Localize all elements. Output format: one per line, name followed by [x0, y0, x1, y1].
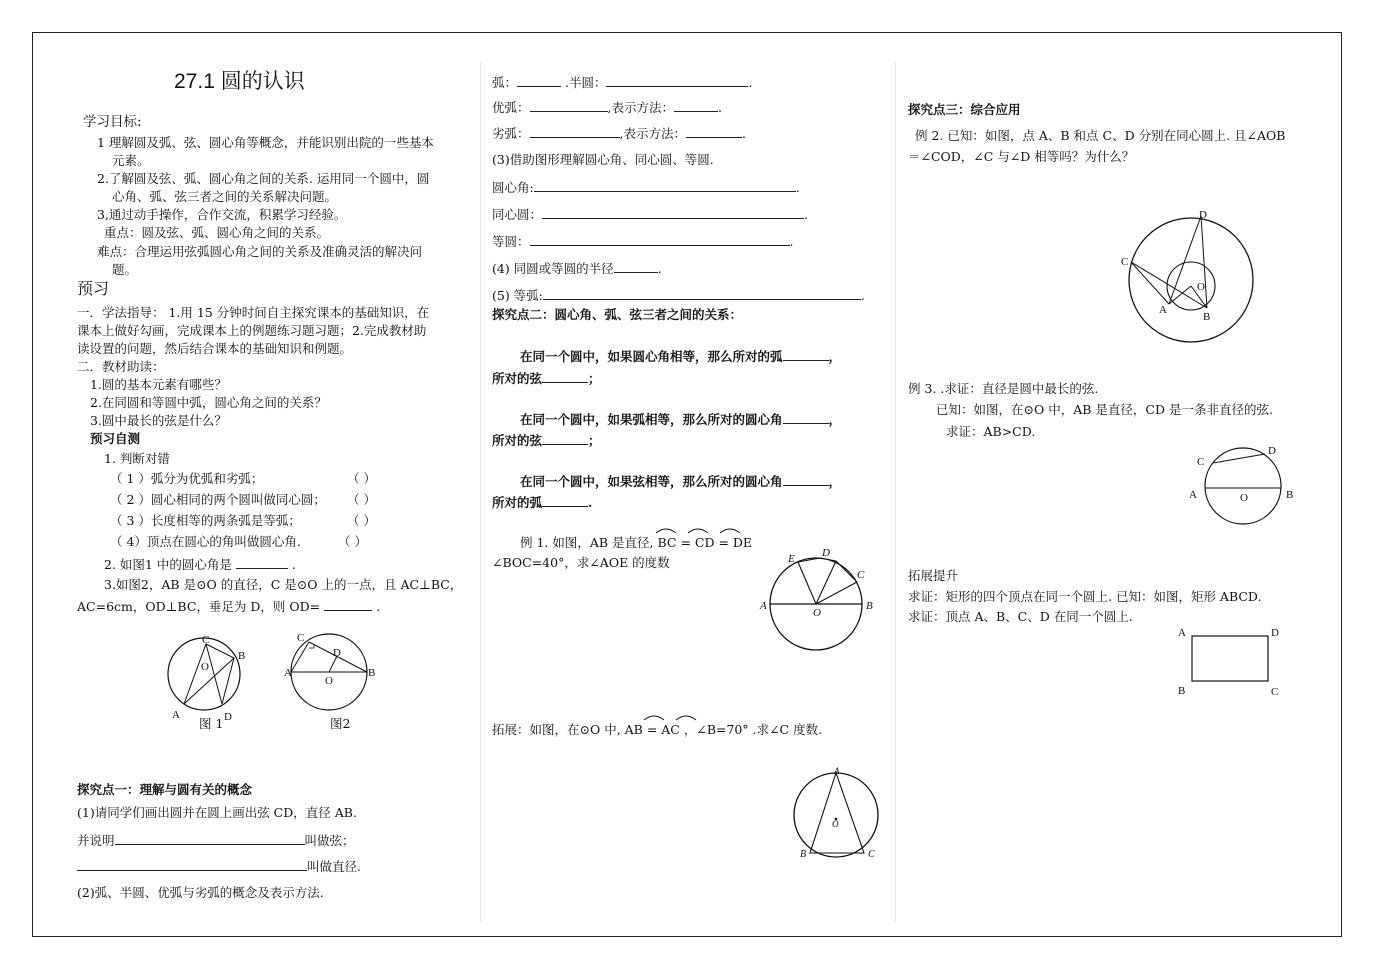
answer-blank[interactable] — [236, 556, 288, 569]
answer-blank[interactable] — [686, 125, 742, 138]
question-2 — [104, 556, 296, 573]
ex2-label-o: O — [1197, 281, 1205, 293]
column-divider-2 — [895, 62, 896, 922]
fig1-label-a: A — [172, 709, 180, 721]
ext-label-c: C — [868, 849, 875, 860]
ex3-label-b: B — [1286, 489, 1294, 501]
fig2-label-a: A — [284, 667, 292, 679]
ex2-label-c: C — [1121, 256, 1129, 268]
goals-heading: 学习目标: — [83, 114, 142, 130]
concentric-line: 同心圆： . — [492, 207, 808, 222]
arc-label: 弧： — [492, 75, 518, 90]
figure-2-caption: 图2 — [330, 716, 351, 731]
judge-item: （ 1 ）弧分为优弧和劣弧； — [110, 471, 264, 486]
arc-marks — [642, 712, 702, 722]
fig2-label-b: B — [368, 667, 376, 679]
answer-blank[interactable] — [783, 348, 829, 361]
example-3-line3: 求证：AB>CD. — [946, 424, 1036, 439]
reading-item: 2.在同圆和等圆中弧，圆心角之间的关系？ — [90, 395, 327, 410]
goal-line: 元素。 — [112, 153, 150, 168]
ex1-label-e: E — [788, 553, 795, 565]
rect-label-c: C — [1271, 686, 1279, 698]
answer-blank[interactable] — [543, 287, 861, 300]
rule-2-text: 在同一个圆中，如果弧相等，那么所对的圆心角 — [520, 412, 783, 427]
rule-1: 在同一个圆中，如果圆心角相等，那么所对的弧 ， — [520, 349, 842, 364]
question-2-end: . — [291, 557, 296, 572]
extend-line2: 求证：顶点 A、B、C、D 在同一个圆上. — [908, 609, 1133, 624]
figure-1-caption: 图 1 — [199, 716, 224, 731]
ex1-label-d: D — [822, 547, 830, 559]
rule-3: 在同一个圆中，如果弦相等，那么所对的圆心角 ， — [520, 474, 842, 489]
central-angle-line: 圆心角: . — [492, 180, 800, 195]
judge-item: （ 4）顶点在圆心的角叫做圆心角. — [110, 534, 301, 549]
fig1-label-c: C — [202, 634, 210, 646]
question-3-text: AC=6cm，OD⊥BC，垂足为 D，则 OD= — [77, 599, 321, 614]
minor-arc-label: 劣弧： — [492, 126, 530, 141]
rect-label-d: D — [1271, 627, 1279, 639]
rule-1-text: 在同一个圆中，如果圆心角相等，那么所对的弧 — [520, 349, 783, 364]
answer-blank[interactable] — [614, 260, 658, 273]
diameter-suffix: 叫做直径. — [307, 859, 361, 874]
judge-answer-paren[interactable]: （ ） — [347, 492, 376, 507]
answer-blank[interactable] — [517, 74, 561, 87]
ex1-label-a: A — [760, 600, 767, 612]
question-3-line2 — [77, 598, 380, 615]
goal-line: 心角、弧、弦三者之间的关系解决问题。 — [112, 189, 338, 204]
reading-heading: 二．教材助读： — [77, 359, 165, 374]
ex2-label-b: B — [1203, 311, 1211, 323]
question-4-text: (4) 同圆或等圆的半径 — [492, 261, 614, 276]
extension-diagram — [790, 765, 885, 865]
column-middle — [490, 0, 890, 971]
answer-blank[interactable] — [783, 473, 829, 486]
rule-2b-text: 所对的弦 — [492, 433, 543, 448]
extension-question: 拓展：如图，在⊙O 中, AB = AC ，∠B=70° .求∠C 度数. — [492, 722, 823, 737]
major-arc-method: ,表示方法： — [607, 100, 674, 115]
concentric-label: 同心圆： — [492, 207, 543, 222]
example-2-line2: ＝∠COD，∠C 与∠D 相等吗？为什么？ — [908, 149, 1135, 164]
ext-label-a: A — [834, 766, 840, 776]
ex1-label-b: B — [866, 600, 873, 612]
question-3-line1: 3.如图2，AB 是⊙O 的直径，C 是⊙O 上的一点，且 AC⊥BC， — [104, 577, 463, 592]
answer-blank[interactable] — [542, 494, 588, 507]
goal-line: 2.了解圆及弦、弧、圆心角之间的关系. 运用同一个圆中，圆 — [97, 171, 430, 186]
answer-blank[interactable] — [783, 411, 829, 424]
judge-item: （ 2 ）圆心相同的两个圆叫做同心圆； — [110, 492, 326, 507]
semicircle-label: .半圆： — [565, 75, 607, 90]
major-arc-line: 优弧： ,表示方法： . — [492, 100, 722, 115]
reading-item: 1.圆的基本元素有哪些？ — [90, 377, 227, 392]
question-3-end: . — [376, 599, 381, 614]
page-title: 27.1 圆的认识 — [174, 70, 305, 93]
method-line: 一．学法指导： 1.用 15 分钟时间自主探究课本的基础知识，在 — [77, 305, 430, 320]
column-left — [42, 0, 478, 971]
minor-arc-line: 劣弧： ,表示方法： . — [492, 126, 746, 141]
example-1-line1: 例 1. 如图，AB 是直径, BC = CD = DE — [520, 535, 753, 550]
equal-circle-line: 等圆： . — [492, 234, 794, 249]
question-2-text: 2. 如图1 中的圆心角是 — [104, 557, 232, 572]
example-1-line2: ∠BOC=40°，求∠AOE 的度数 — [492, 555, 670, 570]
answer-blank[interactable] — [115, 832, 305, 845]
rect-label-b: B — [1178, 685, 1186, 697]
answer-blank[interactable] — [530, 125, 620, 138]
explore1-q2: (2)弧、半圆、优弧与劣弧的概念及表示方法. — [77, 885, 324, 900]
example-1-diagram — [760, 548, 875, 658]
judge-heading: 1. 判断对错 — [104, 451, 170, 466]
ex3-label-d: D — [1268, 445, 1276, 457]
central-angle-label: 圆心角: — [492, 180, 534, 195]
explain-prefix: 并说明 — [77, 833, 115, 848]
fig1-label-d: D — [224, 711, 232, 723]
figure-2-diagram — [284, 632, 377, 712]
ex2-label-a: A — [1159, 304, 1167, 316]
answer-blank[interactable] — [77, 858, 307, 871]
goal-line: 1 理解圆及弧、弦、圆心角等概念，并能识别出院的一些基本 — [97, 135, 434, 150]
answer-blank[interactable] — [542, 370, 588, 383]
question-3: (3)借助图形理解圆心角、同心圆、等圆. — [492, 152, 714, 167]
fig2-label-d: D — [333, 647, 341, 659]
rect-label-a: A — [1178, 627, 1186, 639]
method-line: 课本上做好勾画，完成课本上的例题练习题习题；2.完成教材助 — [77, 323, 427, 338]
example-2-line1: 例 2. 已知：如图，点 A、B 和点 C、D 分别在同心圆上. 且∠AOB — [915, 128, 1286, 143]
reading-item: 3.圆中最长的弦是什么？ — [90, 413, 227, 428]
rule-1b: 所对的弦 ； — [492, 371, 601, 386]
explore1-q1: (1)请同学们画出圆并在圆上画出弦 CD，直径 AB. — [77, 805, 357, 820]
figure-1-diagram — [162, 632, 252, 722]
explore3-heading: 探究点三：综合应用 — [908, 102, 1021, 117]
ext-label-o: O — [832, 819, 839, 829]
ex1-label-c: C — [857, 569, 865, 581]
answer-blank[interactable] — [542, 206, 804, 219]
answer-blank[interactable] — [534, 179, 796, 192]
rectangle-diagram — [1176, 622, 1286, 702]
rule-3b-text: 所对的弧 — [492, 495, 543, 510]
example-3-line1: 例 3. .求证：直径是圆中最长的弦. — [908, 381, 1099, 396]
minor-arc-method: ,表示方法： — [619, 126, 686, 141]
ex3-label-c: C — [1197, 456, 1205, 468]
extend-heading: 拓展提升 — [908, 568, 959, 583]
explore2-heading: 探究点二：圆心角、弧、弦三者之间的关系： — [492, 307, 743, 322]
question-5-text: (5) 等弧: — [492, 288, 543, 303]
rule-3-text: 在同一个圆中，如果弦相等，那么所对的圆心角 — [520, 474, 783, 489]
fig1-label-b: B — [238, 650, 246, 662]
arc-marks — [654, 525, 744, 535]
preview-heading: 预习 — [77, 281, 110, 298]
judge-answer-paren[interactable]: （ ） — [347, 513, 376, 528]
method-line: 读设置的问题，然后结合课本的基础知识和例题。 — [77, 341, 353, 356]
example-3-diagram — [1189, 442, 1294, 528]
difficulty: 难点：合理运用弦弧圆心角之间的关系及准确灵活的解决问 — [97, 244, 423, 259]
rule-2: 在同一个圆中，如果弧相等，那么所对的圆心角 ， — [520, 412, 842, 427]
column-divider-1 — [480, 62, 481, 922]
answer-blank[interactable] — [530, 233, 790, 246]
chord-suffix: 叫做弦； — [304, 833, 355, 848]
example-2-diagram — [1121, 208, 1261, 353]
rule-1b-text: 所对的弦 — [492, 371, 543, 386]
example-3-line2: 已知：如图，在⊙O 中，AB 是直径，CD 是一条非直径的弦. — [936, 402, 1273, 417]
answer-blank[interactable] — [530, 99, 608, 112]
self-test-heading: 预习自测 — [90, 431, 141, 446]
explore1-chord-line — [77, 832, 355, 849]
judge-answer-paren[interactable]: （ ） — [347, 471, 376, 486]
difficulty-cont: 题。 — [112, 262, 138, 277]
answer-blank[interactable] — [542, 432, 588, 445]
ex3-label-o: O — [1240, 492, 1248, 504]
key-point: 重点：圆及弦、弧、圆心角之间的关系。 — [104, 225, 330, 240]
judge-answer-paren[interactable]: （ ） — [338, 534, 367, 549]
ext-label-b: B — [800, 849, 807, 860]
fig1-label-o: O — [201, 661, 209, 673]
question-4: (4) 同圆或等圆的半径 . — [492, 261, 662, 276]
ex2-label-d: D — [1199, 209, 1207, 221]
answer-blank[interactable] — [324, 598, 372, 611]
goal-line: 3,通过动手操作，合作交流，积累学习经验。 — [97, 207, 347, 222]
column-right — [906, 0, 1310, 971]
explore1-heading: 探究点一：理解与圆有关的概念 — [77, 782, 253, 797]
answer-blank[interactable] — [606, 74, 748, 87]
fig2-label-o: O — [325, 675, 333, 687]
explore1-diameter-line — [77, 858, 361, 875]
ex1-label-o: O — [813, 607, 821, 619]
extend-line1: 求证：矩形的四个顶点在同一个圆上. 已知：如图，矩形 ABCD. — [908, 589, 1262, 604]
judge-item: （ 3 ）长度相等的两条弧是等弧； — [110, 513, 301, 528]
ex3-label-a: A — [1189, 489, 1197, 501]
rule-2b: 所对的弦 ； — [492, 433, 601, 448]
equal-circle-label: 等圆： — [492, 234, 530, 249]
fig2-label-c: C — [297, 632, 305, 644]
major-arc-label: 优弧： — [492, 100, 530, 115]
answer-blank[interactable] — [674, 99, 718, 112]
arc-line: 弧： .半圆： . — [492, 75, 753, 90]
rule-3b: 所对的弧 . — [492, 495, 593, 510]
question-5: (5) 等弧: . — [492, 288, 865, 303]
